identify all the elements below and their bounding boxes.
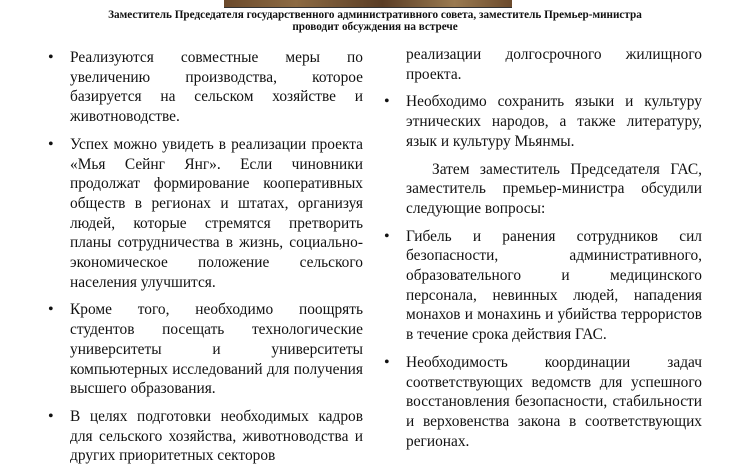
list-item-text: Необходимость координации задач соответствующих ведомств для успешного восстановления безопасности, стабильности и верховенства закона в соответствующих регионах. [406,353,702,450]
photo-bottom-edge [224,0,512,8]
caption-line-1: Заместитель Председателя государственного административного совета, заместитель Премьер-министра [108,9,642,21]
bullet-icon: • [48,49,54,66]
list-item [48,135,363,293]
right-bullet-list [384,227,702,452]
photo-caption [0,9,750,33]
bullet-icon: • [48,301,54,319]
bullet-icon: • [48,407,54,425]
caption-line-2: проводит обсуждения на встрече [292,21,458,33]
bullet-icon: • [48,135,54,153]
right-bullet-list-top [384,92,702,151]
list-item [48,48,363,127]
list-item-text: Реализуются совместные меры по увеличению производства, которое базируется на сельском хозяйстве и животноводстве. [70,49,363,126]
list-item-text: Гибель и ранения сотрудников сил безопасности, административного, образовательного и медицинского персонала, невинных людей, нападения монахов и монахинь и убийства террористов в течение срока действия ГАС. [406,227,702,344]
list-item-text: Кроме того, необходимо поощрять студентов посещать технологические университеты и университеты компьютерных исследований для получения высшего образования. [70,301,363,398]
list-item-text: Успех можно увидеть в реализации проекта «Мья Сейнг Янг». Если чиновники продолжат формирование кооперативных обществ в регионах и штатах, организуя людей, которые стремятся претворить планы сотрудничества в жизнь, социально-экономическое положение сельского населения улучшится. [70,135,363,291]
list-item [384,353,702,452]
list-item [48,300,363,399]
list-item [384,227,702,345]
list-item-text: В целях подготовки необходимых кадров для сельского хозяйства, животноводства и других приоритетных секторов [70,407,363,465]
list-item [48,407,363,466]
left-column [48,48,363,474]
left-bullet-list [48,48,363,466]
bullet-icon: • [384,353,390,371]
discussion-intro: Затем заместитель Председателя ГАС, заместитель премьер-министра обсудили следующие вопросы: [406,160,702,217]
bullet-icon: • [384,93,390,111]
list-item [384,92,702,151]
list-item-text: Необходимо сохранить языки и культуру этнических народов, а также литературу, язык и культуру Мьянмы. [406,93,702,150]
continued-paragraph: реализации долгосрочного жилищного проекта. [406,46,702,83]
bullet-icon: • [384,227,390,245]
right-column [384,45,702,459]
